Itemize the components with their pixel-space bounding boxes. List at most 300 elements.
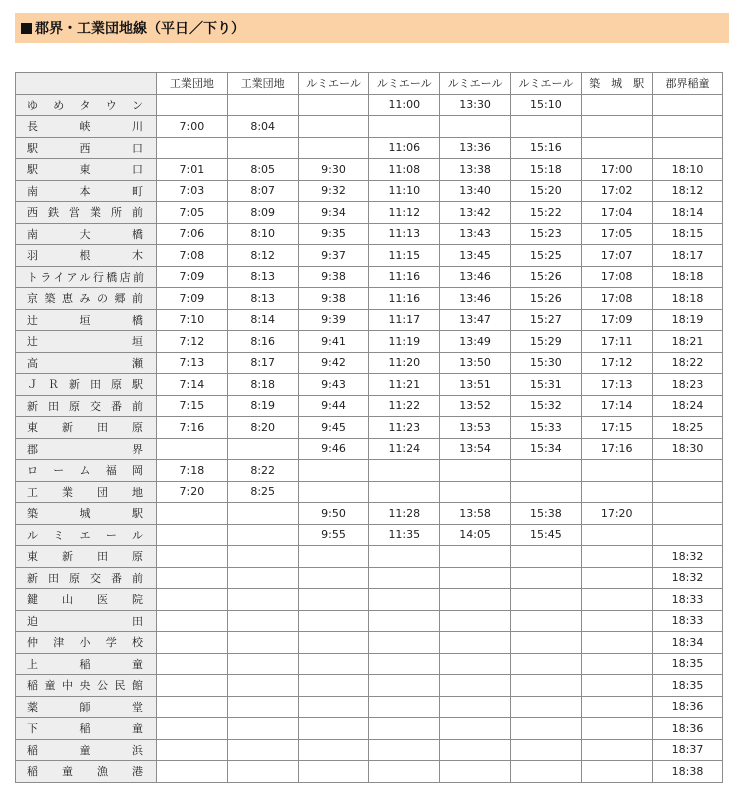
time-cell: 7:09: [157, 266, 228, 288]
column-header: 工業団地: [157, 73, 228, 95]
time-cell: 9:50: [298, 503, 369, 525]
time-cell: [581, 610, 652, 632]
time-cell: 15:27: [510, 309, 581, 331]
time-cell: [298, 567, 369, 589]
stop-name-cell: 新田原交番前: [16, 567, 157, 589]
time-cell: [369, 481, 440, 503]
time-cell: 18:32: [652, 546, 723, 568]
stop-name-cell: 築城駅: [16, 503, 157, 525]
time-cell: [581, 481, 652, 503]
time-cell: [440, 567, 511, 589]
time-cell: [440, 632, 511, 654]
time-cell: 13:51: [440, 374, 511, 396]
title-bar: [15, 13, 729, 43]
header-row: [16, 73, 723, 95]
stop-name-cell: 鍵山医院: [16, 589, 157, 611]
time-cell: [298, 718, 369, 740]
table-row: [16, 288, 723, 310]
stop-name-cell: ルミエール: [16, 524, 157, 546]
stop-name-cell: 上稲童: [16, 653, 157, 675]
time-cell: [510, 460, 581, 482]
time-cell: [157, 718, 228, 740]
time-cell: 9:42: [298, 352, 369, 374]
time-cell: 18:12: [652, 180, 723, 202]
time-cell: 18:35: [652, 675, 723, 697]
time-cell: 9:43: [298, 374, 369, 396]
stop-name-cell: 駅西口: [16, 137, 157, 159]
time-cell: [298, 546, 369, 568]
time-cell: [510, 546, 581, 568]
time-cell: [510, 116, 581, 138]
table-row: [16, 718, 723, 740]
table-row: [16, 610, 723, 632]
time-cell: [227, 653, 298, 675]
stop-name-cell: 羽根木: [16, 245, 157, 267]
table-row: [16, 653, 723, 675]
time-cell: [369, 610, 440, 632]
time-cell: 9:46: [298, 438, 369, 460]
time-cell: 17:04: [581, 202, 652, 224]
time-cell: [510, 610, 581, 632]
time-cell: 7:09: [157, 288, 228, 310]
time-cell: 17:09: [581, 309, 652, 331]
time-cell: [298, 94, 369, 116]
time-cell: 18:17: [652, 245, 723, 267]
time-cell: [157, 632, 228, 654]
time-cell: [157, 739, 228, 761]
stop-name-cell: 西鉄営業所前: [16, 202, 157, 224]
table-row: [16, 180, 723, 202]
table-row: [16, 481, 723, 503]
time-cell: 13:43: [440, 223, 511, 245]
time-cell: 17:00: [581, 159, 652, 181]
page-title: 郡界・工業団地線（平日／下り）: [35, 21, 245, 37]
time-cell: 9:39: [298, 309, 369, 331]
time-cell: [440, 675, 511, 697]
time-cell: [227, 610, 298, 632]
time-cell: [369, 675, 440, 697]
time-cell: [298, 460, 369, 482]
time-cell: 18:23: [652, 374, 723, 396]
table-row: [16, 546, 723, 568]
stop-name-cell: 仲津小学校: [16, 632, 157, 654]
time-cell: [510, 632, 581, 654]
time-cell: [298, 653, 369, 675]
time-cell: [440, 116, 511, 138]
stop-name-cell: 東新田原: [16, 417, 157, 439]
time-cell: [510, 589, 581, 611]
time-cell: [581, 761, 652, 783]
time-cell: [581, 653, 652, 675]
time-cell: [157, 546, 228, 568]
stop-name-cell: 稲童浜: [16, 739, 157, 761]
table-row: [16, 460, 723, 482]
time-cell: [581, 739, 652, 761]
time-cell: 13:30: [440, 94, 511, 116]
time-cell: 15:26: [510, 266, 581, 288]
time-cell: 11:23: [369, 417, 440, 439]
time-cell: [369, 739, 440, 761]
time-cell: [157, 589, 228, 611]
table-row: [16, 223, 723, 245]
time-cell: 18:18: [652, 266, 723, 288]
table-row: [16, 417, 723, 439]
time-cell: 8:20: [227, 417, 298, 439]
time-cell: 13:38: [440, 159, 511, 181]
time-cell: 8:25: [227, 481, 298, 503]
time-cell: 13:45: [440, 245, 511, 267]
table-row: [16, 309, 723, 331]
time-cell: 17:11: [581, 331, 652, 353]
black-square-icon: [21, 23, 32, 34]
stop-name-cell: 南本町: [16, 180, 157, 202]
time-cell: 15:34: [510, 438, 581, 460]
stop-name-cell: 下稲童: [16, 718, 157, 740]
time-cell: [157, 137, 228, 159]
time-cell: 8:07: [227, 180, 298, 202]
time-cell: 11:24: [369, 438, 440, 460]
time-cell: 11:13: [369, 223, 440, 245]
time-cell: 17:12: [581, 352, 652, 374]
time-cell: 11:22: [369, 395, 440, 417]
time-cell: 18:34: [652, 632, 723, 654]
time-cell: 18:38: [652, 761, 723, 783]
time-cell: [369, 460, 440, 482]
time-cell: [652, 137, 723, 159]
time-cell: 8:10: [227, 223, 298, 245]
stop-name-cell: 京築恵みの郷前: [16, 288, 157, 310]
time-cell: 15:26: [510, 288, 581, 310]
stop-name-cell: 駅東口: [16, 159, 157, 181]
time-cell: [581, 675, 652, 697]
time-cell: 13:47: [440, 309, 511, 331]
time-cell: 18:15: [652, 223, 723, 245]
time-cell: [652, 481, 723, 503]
time-cell: [510, 567, 581, 589]
time-cell: 7:08: [157, 245, 228, 267]
column-header: 郡界稲童: [652, 73, 723, 95]
time-cell: [227, 438, 298, 460]
time-cell: 7:20: [157, 481, 228, 503]
time-cell: [510, 761, 581, 783]
table-row: [16, 374, 723, 396]
stop-name-cell: トライアル行橋店前: [16, 266, 157, 288]
time-cell: 18:30: [652, 438, 723, 460]
time-cell: [581, 137, 652, 159]
time-cell: 11:28: [369, 503, 440, 525]
time-cell: [298, 137, 369, 159]
time-cell: 15:30: [510, 352, 581, 374]
time-cell: 11:19: [369, 331, 440, 353]
time-cell: 7:00: [157, 116, 228, 138]
time-cell: [227, 696, 298, 718]
time-cell: [157, 503, 228, 525]
time-cell: 8:13: [227, 266, 298, 288]
time-cell: [227, 546, 298, 568]
time-cell: 18:32: [652, 567, 723, 589]
time-cell: 9:45: [298, 417, 369, 439]
time-cell: [298, 481, 369, 503]
time-cell: [440, 481, 511, 503]
time-cell: 7:05: [157, 202, 228, 224]
time-cell: 8:09: [227, 202, 298, 224]
time-cell: [369, 696, 440, 718]
timetable-body: [16, 94, 723, 782]
stop-name-cell: 辻垣橋: [16, 309, 157, 331]
time-cell: [440, 696, 511, 718]
time-cell: [369, 546, 440, 568]
time-cell: 13:46: [440, 266, 511, 288]
time-cell: 7:16: [157, 417, 228, 439]
time-cell: 15:10: [510, 94, 581, 116]
time-cell: [581, 718, 652, 740]
time-cell: [157, 675, 228, 697]
time-cell: 15:32: [510, 395, 581, 417]
time-cell: 18:33: [652, 589, 723, 611]
time-cell: 11:12: [369, 202, 440, 224]
time-cell: [157, 524, 228, 546]
time-cell: 15:31: [510, 374, 581, 396]
time-cell: [227, 761, 298, 783]
stop-name-cell: 迫田: [16, 610, 157, 632]
time-cell: [440, 546, 511, 568]
table-row: [16, 159, 723, 181]
time-cell: [157, 94, 228, 116]
time-cell: 15:29: [510, 331, 581, 353]
time-cell: 17:02: [581, 180, 652, 202]
table-row: [16, 761, 723, 783]
table-row: [16, 503, 723, 525]
time-cell: [510, 739, 581, 761]
time-cell: 18:25: [652, 417, 723, 439]
time-cell: 7:18: [157, 460, 228, 482]
time-cell: [652, 116, 723, 138]
time-cell: [157, 567, 228, 589]
time-cell: [227, 632, 298, 654]
stop-name-cell: 薬師堂: [16, 696, 157, 718]
time-cell: 11:17: [369, 309, 440, 331]
time-cell: [298, 589, 369, 611]
time-cell: 15:33: [510, 417, 581, 439]
time-cell: 9:55: [298, 524, 369, 546]
time-cell: 7:13: [157, 352, 228, 374]
time-cell: 7:10: [157, 309, 228, 331]
time-cell: [581, 632, 652, 654]
time-cell: [510, 653, 581, 675]
timetable: [15, 72, 723, 783]
time-cell: 8:19: [227, 395, 298, 417]
time-cell: 14:05: [440, 524, 511, 546]
time-cell: 9:32: [298, 180, 369, 202]
time-cell: [581, 567, 652, 589]
time-cell: 18:10: [652, 159, 723, 181]
time-cell: [510, 675, 581, 697]
time-cell: 11:15: [369, 245, 440, 267]
time-cell: [227, 137, 298, 159]
time-cell: [227, 589, 298, 611]
time-cell: [157, 610, 228, 632]
time-cell: 15:23: [510, 223, 581, 245]
time-cell: [298, 116, 369, 138]
time-cell: [369, 761, 440, 783]
time-cell: [440, 761, 511, 783]
table-row: [16, 94, 723, 116]
time-cell: 13:50: [440, 352, 511, 374]
time-cell: [369, 567, 440, 589]
time-cell: [369, 632, 440, 654]
stop-name-cell: 郡界: [16, 438, 157, 460]
time-cell: 17:14: [581, 395, 652, 417]
time-cell: 18:14: [652, 202, 723, 224]
table-row: [16, 438, 723, 460]
time-cell: 8:22: [227, 460, 298, 482]
time-cell: [510, 481, 581, 503]
time-cell: 9:30: [298, 159, 369, 181]
time-cell: [157, 653, 228, 675]
time-cell: 11:21: [369, 374, 440, 396]
time-cell: [369, 718, 440, 740]
time-cell: [652, 524, 723, 546]
time-cell: 15:20: [510, 180, 581, 202]
stop-name-cell: 南大橋: [16, 223, 157, 245]
table-row: [16, 524, 723, 546]
time-cell: [227, 739, 298, 761]
table-row: [16, 675, 723, 697]
time-cell: [227, 675, 298, 697]
time-cell: [581, 460, 652, 482]
time-cell: 7:14: [157, 374, 228, 396]
time-cell: 18:24: [652, 395, 723, 417]
time-cell: 13:49: [440, 331, 511, 353]
column-header: 工業団地: [227, 73, 298, 95]
time-cell: 13:53: [440, 417, 511, 439]
time-cell: 15:25: [510, 245, 581, 267]
time-cell: 8:17: [227, 352, 298, 374]
time-cell: [440, 739, 511, 761]
time-cell: [298, 610, 369, 632]
time-cell: 18:37: [652, 739, 723, 761]
column-header: 築 城 駅: [581, 73, 652, 95]
time-cell: 11:10: [369, 180, 440, 202]
table-row: [16, 739, 723, 761]
table-row: [16, 567, 723, 589]
time-cell: 8:04: [227, 116, 298, 138]
time-cell: 17:05: [581, 223, 652, 245]
time-cell: 13:46: [440, 288, 511, 310]
stop-name-cell: 工業団地: [16, 481, 157, 503]
time-cell: [298, 761, 369, 783]
table-row: [16, 696, 723, 718]
time-cell: 13:52: [440, 395, 511, 417]
time-cell: 11:16: [369, 288, 440, 310]
time-cell: [227, 503, 298, 525]
time-cell: [581, 589, 652, 611]
time-cell: [581, 524, 652, 546]
column-header: ルミエール: [369, 73, 440, 95]
time-cell: 17:08: [581, 288, 652, 310]
time-cell: 17:07: [581, 245, 652, 267]
time-cell: 8:12: [227, 245, 298, 267]
stop-name-cell: 高瀬: [16, 352, 157, 374]
time-cell: [440, 610, 511, 632]
time-cell: 11:20: [369, 352, 440, 374]
time-cell: 15:45: [510, 524, 581, 546]
time-cell: 9:38: [298, 266, 369, 288]
table-row: [16, 395, 723, 417]
table-row: [16, 589, 723, 611]
time-cell: 18:19: [652, 309, 723, 331]
time-cell: [298, 696, 369, 718]
time-cell: [652, 460, 723, 482]
stop-name-cell: 東新田原: [16, 546, 157, 568]
time-cell: 18:33: [652, 610, 723, 632]
time-cell: 11:35: [369, 524, 440, 546]
stop-name-cell: 辻垣: [16, 331, 157, 353]
time-cell: [581, 94, 652, 116]
time-cell: [227, 524, 298, 546]
time-cell: [369, 116, 440, 138]
time-cell: 13:58: [440, 503, 511, 525]
time-cell: 18:22: [652, 352, 723, 374]
time-cell: [581, 546, 652, 568]
time-cell: [581, 116, 652, 138]
table-row: [16, 352, 723, 374]
time-cell: 8:13: [227, 288, 298, 310]
time-cell: 7:15: [157, 395, 228, 417]
time-cell: 18:21: [652, 331, 723, 353]
time-cell: 15:16: [510, 137, 581, 159]
time-cell: 11:06: [369, 137, 440, 159]
time-cell: 15:22: [510, 202, 581, 224]
time-cell: 7:03: [157, 180, 228, 202]
time-cell: 13:54: [440, 438, 511, 460]
time-cell: 7:12: [157, 331, 228, 353]
table-row: [16, 331, 723, 353]
time-cell: 9:34: [298, 202, 369, 224]
time-cell: [440, 589, 511, 611]
time-cell: [581, 696, 652, 718]
table-row: [16, 266, 723, 288]
column-header: ルミエール: [510, 73, 581, 95]
table-row: [16, 245, 723, 267]
time-cell: 7:06: [157, 223, 228, 245]
time-cell: 9:44: [298, 395, 369, 417]
time-cell: [157, 696, 228, 718]
time-cell: 18:36: [652, 718, 723, 740]
time-cell: [369, 653, 440, 675]
time-cell: 17:16: [581, 438, 652, 460]
time-cell: [369, 589, 440, 611]
time-cell: [227, 718, 298, 740]
header-corner-cell: [16, 73, 157, 95]
time-cell: 8:14: [227, 309, 298, 331]
time-cell: [652, 94, 723, 116]
time-cell: 13:40: [440, 180, 511, 202]
table-row: [16, 202, 723, 224]
time-cell: 11:00: [369, 94, 440, 116]
time-cell: 7:01: [157, 159, 228, 181]
time-cell: 15:38: [510, 503, 581, 525]
table-row: [16, 137, 723, 159]
time-cell: 18:36: [652, 696, 723, 718]
time-cell: [298, 675, 369, 697]
time-cell: [157, 761, 228, 783]
time-cell: [510, 696, 581, 718]
time-cell: [510, 718, 581, 740]
time-cell: [440, 718, 511, 740]
time-cell: 13:42: [440, 202, 511, 224]
stop-name-cell: 稲童漁港: [16, 761, 157, 783]
